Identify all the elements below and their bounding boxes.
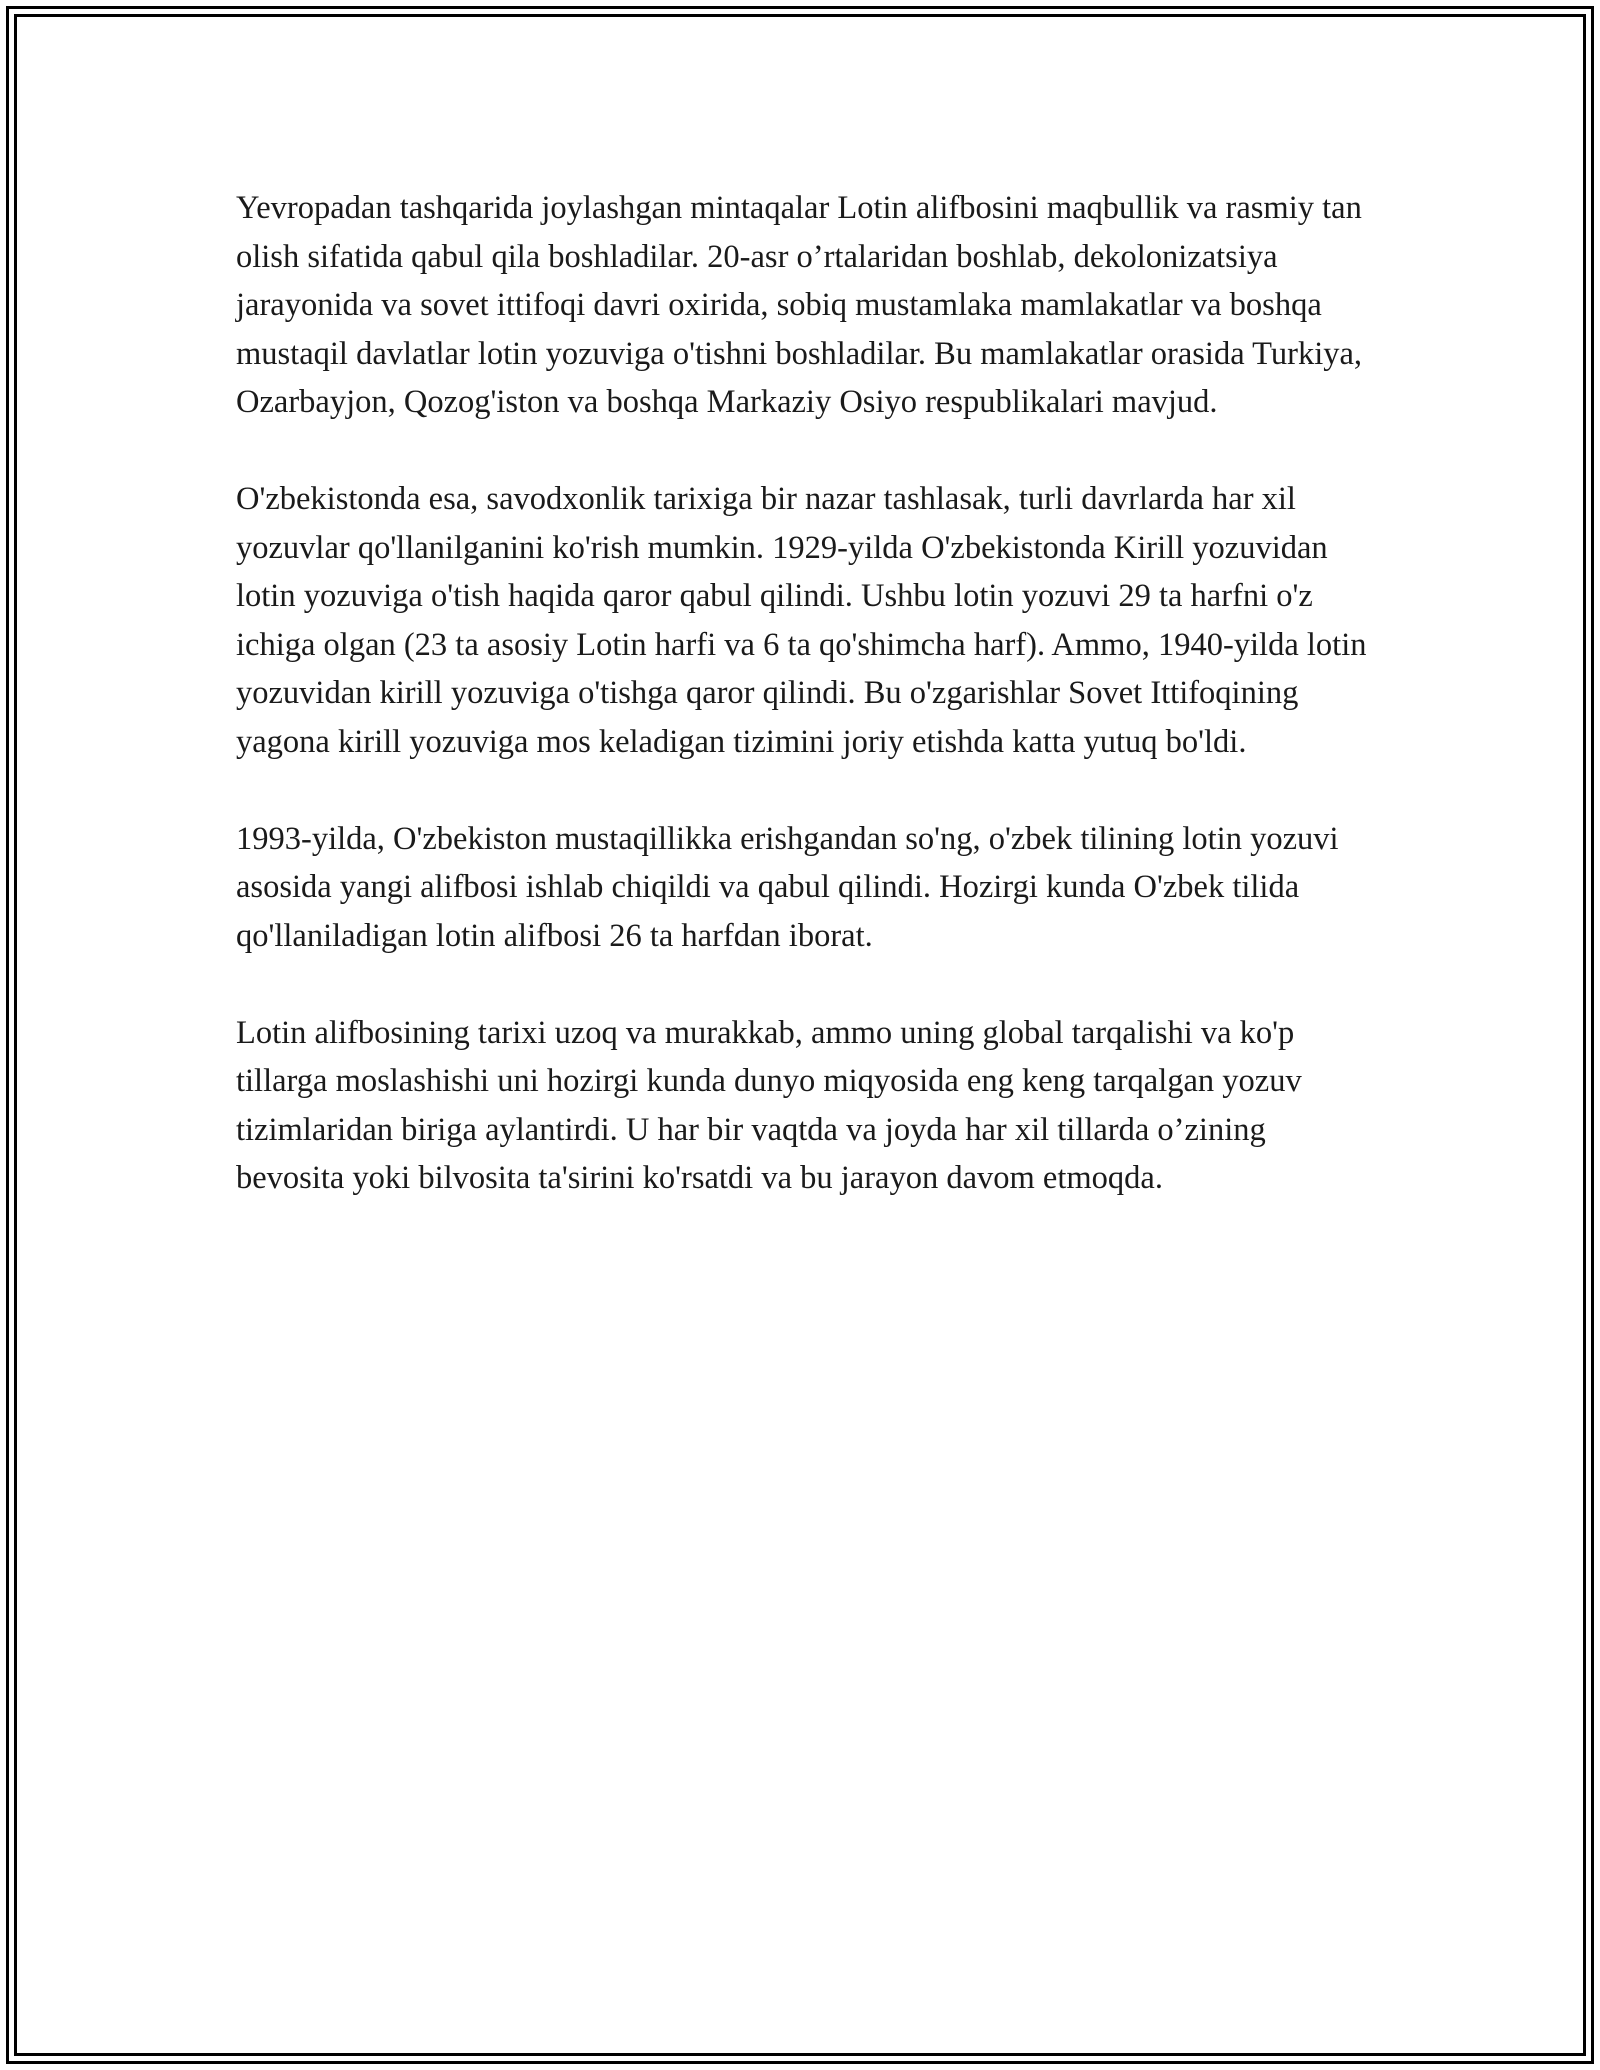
paragraph-4: Lotin alifbosining tarixi uzoq va murakkab, ammo uning global tarqalishi va ko'p tillarga moslashishi uni hozirgi kunda dunyo miqyosida eng keng tarqalgan yozuv tizimlaridan biriga aylantirdi. U har bir vaqtda va joyda har xil tillarda o’zining bevosita yoki bilvosita ta'sirini ko'rsatdi va bu jarayon davom etmoqda. [236,1014,1302,1196]
paragraph-3: 1993-yilda, O'zbekiston mustaqillikka erishgandan so'ng, o'zbek tilining lotin yozuvi asosida yangi alifbosi ishlab chiqildi va qabul qilindi. Hozirgi kunda O'zbek tilida qo'llaniladigan lotin alifbosi 26 ta harfdan iborat. [236,820,1339,954]
paragraph-2: O'zbekistonda esa, savodxonlik tarixiga bir nazar tashlasak, turli davrlarda har xil yozuvlar qo'llanilganini ko'rish mumkin. 1929-yilda O'zbekistonda Kirill yozuvidan lotin yozuviga o'tish haqida qaror qabul qilindi. Ushbu lotin yozuvi 29 ta harfni o'z ichiga olgan (23 ta asosiy Lotin harfi va 6 ta qo'shimcha harf). Ammo, 1940-yilda lotin yozuvidan kirill yozuviga o'tishga qaror qilindi. Bu o'zgarishlar Sovet Ittifoqining yagona kirill yozuviga mos keladigan tizimini joriy etishda katta yutuq bo'ldi. [236,481,1367,760]
paragraph-1: Yevropadan tashqarida joylashgan mintaqalar Lotin alifbosini maqbullik va rasmiy tan olish sifatida qabul qila boshladilar. 20-asr o’rtalaridan boshlab, dekolonizatsiya jarayonida va sovet ittifoqi davri oxirida, sobiq mustamlaka mamlakatlar va boshqa mustaqil davlatlar lotin yozuviga o'tishni boshladilar. Bu mamlakatlar orasida Turkiya, Ozarbayjon, Qozog'iston va boshqa Markaziy Osiyo respublikalari mavjud. [236,190,1363,420]
document-body [236,184,1376,1251]
